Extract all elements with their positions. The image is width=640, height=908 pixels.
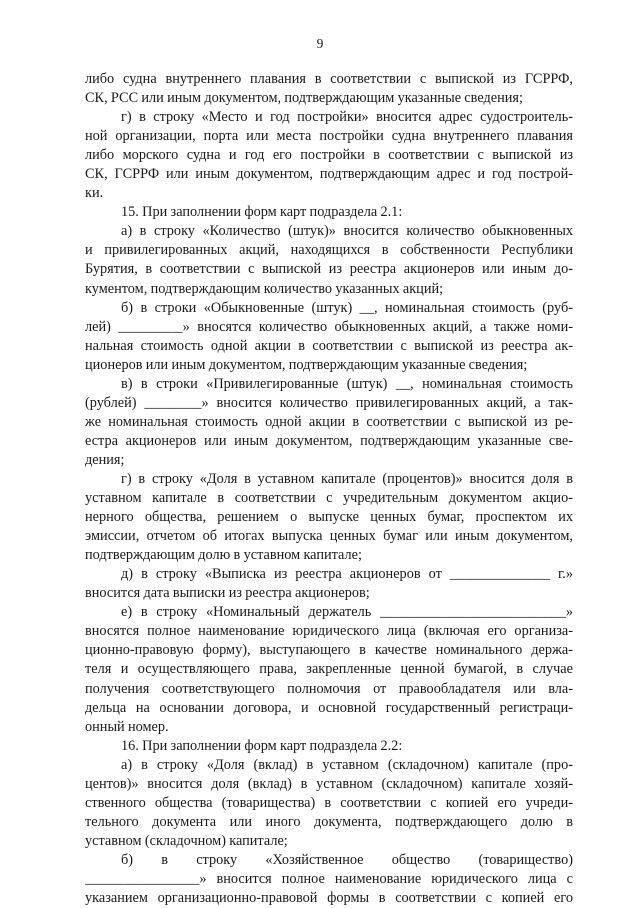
text-line: уставном капитале в соответствии с учредительным документом акцио- — [85, 490, 573, 507]
text-line: онный номер. — [85, 718, 169, 735]
text-line: ционно-правовую форму), выступающего в качестве номинального держа- — [85, 642, 573, 659]
text-line: Бурятия, в соответствии с выпиской из реестра акционеров или иным до- — [85, 261, 573, 278]
text-line: нерного общества, решением о выпуске ценных бумаг, проспектом их — [85, 509, 573, 526]
text-line: дельца на основании договора, и основной государственный регистраци- — [85, 699, 573, 716]
text-line: г) в строку «Место и год постройки» вносится адрес судостроитель- — [121, 109, 573, 126]
text-line: ной организации, порта или места постройки судна внутреннего плавания — [85, 128, 573, 145]
text-line: тельного документа или иного документа, подтверждающего долю в — [85, 813, 573, 830]
text-line: СК, ГСРРФ или иным документом, подтверждающим адрес и год построй- — [85, 166, 573, 183]
text-line: ки. — [85, 185, 104, 202]
text-line: ственного общества (товарищества) в соответствии с копией его учреди- — [85, 794, 573, 811]
text-line: а) в строку «Количество (штук)» вносится количество обыкновенных — [121, 223, 573, 240]
text-line: центов)» вносится доля (вклад) в уставном (складочном) капитале хозяй- — [85, 775, 573, 792]
text-line: 16. При заполнении форм карт подраздела 2.2: — [121, 737, 403, 754]
text-line: ________________» вносится полное наименование юридического лица с — [85, 870, 573, 887]
text-line: либо судна внутреннего плавания в соответствии с выпиской из ГСРРФ, — [85, 71, 573, 87]
text-line: е) в строку «Номинальный держатель __________________________» — [121, 604, 573, 621]
text-line: б) в строки «Обыкновенные (штук) __, номинальная стоимость (руб- — [121, 299, 573, 316]
document-body-text — [85, 70, 573, 908]
text-line: 15. При заполнении форм карт подраздела 2.1: — [121, 204, 403, 221]
text-line: вносится дата выписки из реестра акционеров; — [85, 585, 370, 602]
text-line: естра акционеров или иным документом, подтверждающим указанные све- — [85, 432, 573, 449]
text-line: подтверждающим долю в уставном капитале; — [85, 547, 362, 564]
text-line: нальная стоимость одной акции в соответствии с выпиской из реестра ак- — [85, 337, 573, 354]
text-line: эмиссии, отчетом об итогах выпуска ценных бумаг или иным документом, — [85, 528, 573, 545]
text-line: д) в строку «Выписка из реестра акционеров от ______________ г.» — [121, 566, 573, 583]
text-line: и привилегированных акций, находящихся в собственности Республики — [85, 242, 573, 259]
text-line: ционеров или иным документом, подтверждающим указанные сведения; — [85, 356, 528, 373]
text-line: (рублей) ________» вносится количество привилегированных акций, а так- — [85, 394, 573, 411]
text-line: лей) _________» вносятся количество обыкновенных акций, а также номи- — [85, 318, 573, 335]
text-line: г) в строку «Доля в уставном капитале (процентов)» вносится доля в — [121, 470, 573, 487]
text-line: указанием организационно-правовой формы в соответствии с копией его — [85, 890, 573, 907]
text-line: СК, РСС или иным документом, подтверждающим указанные сведения; — [85, 90, 523, 107]
text-line: дения; — [85, 451, 125, 468]
text-line: вносятся полное наименование юридического лица (включая его организа- — [85, 623, 573, 640]
page-number: 9 — [316, 36, 324, 51]
text-line: либо морского судна и год его постройки в соответствии с выпиской из — [85, 147, 573, 164]
text-line: б) в строку «Хозяйственное общество (товарищество) — [121, 851, 573, 868]
text-line: же номинальная стоимость одной акции в соответствии с выпиской из ре- — [85, 413, 573, 430]
text-line: в) в строки «Привилегированные (штук) __, номинальная стоимость — [121, 375, 573, 392]
text-line: кументом, подтверждающим количество указанных акций; — [85, 280, 444, 297]
text-line: а) в строку «Доля (вклад) в уставном (складочном) капитале (про- — [121, 756, 573, 773]
text-line: теля и осуществляющего права, закрепленные ценной бумагой, в случае — [85, 661, 573, 678]
text-line: получения соответствующего полномочия от правообладателя или вла- — [85, 680, 573, 697]
text-line: уставном (складочном) капитале; — [85, 832, 288, 849]
